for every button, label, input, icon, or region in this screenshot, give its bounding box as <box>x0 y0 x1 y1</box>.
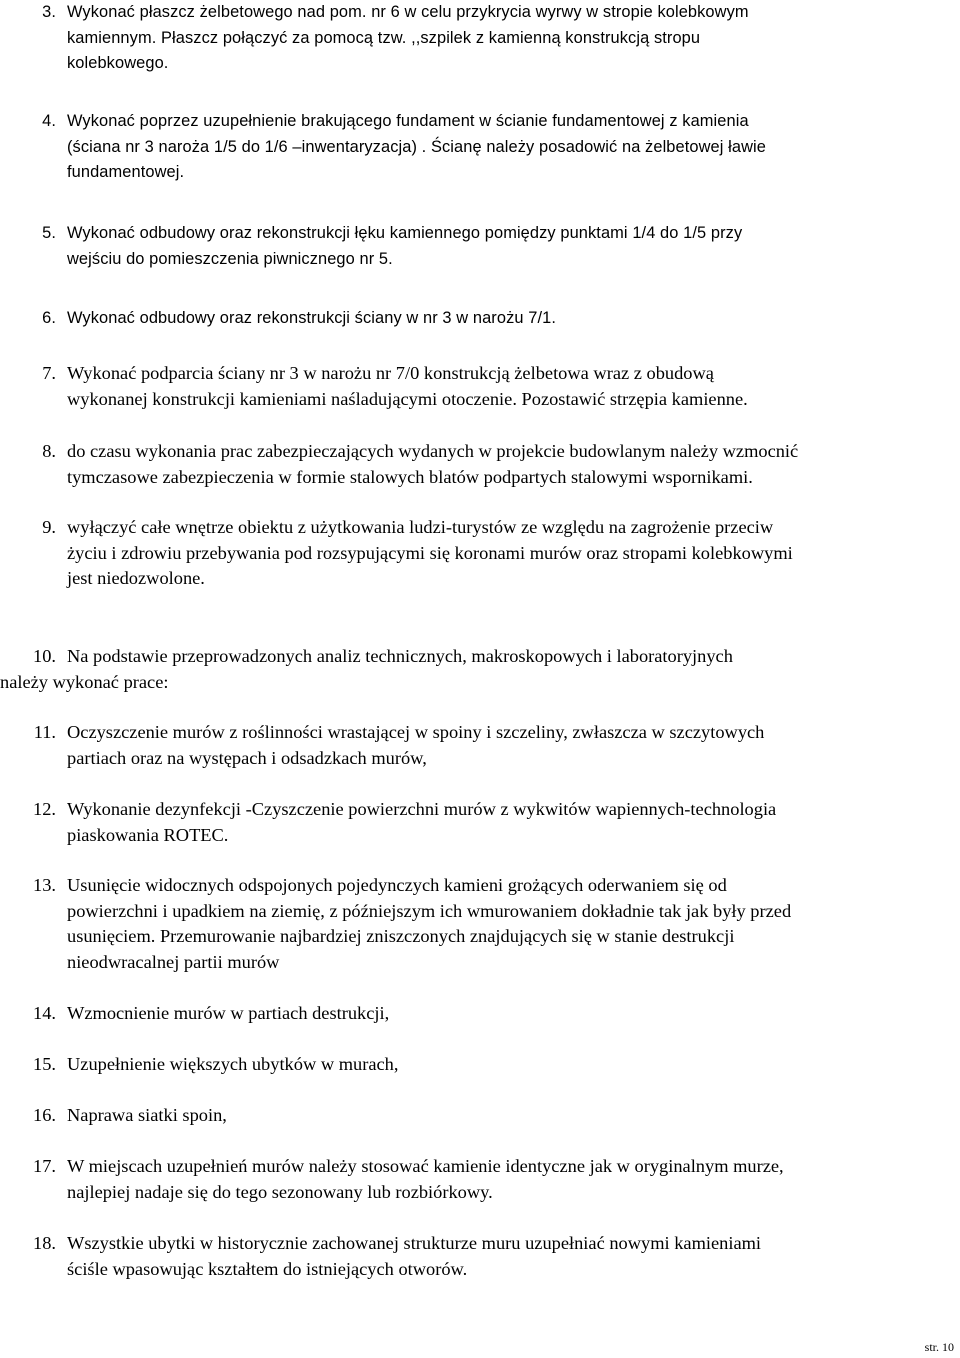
text-line: wyłączyć całe wnętrze obiektu z użytkowania ludzi-turystów ze względu na zagrożenie przeciw <box>67 517 774 537</box>
list-item-text <box>67 644 956 670</box>
list-item-text <box>67 1103 956 1129</box>
list-item-number: 12. <box>33 799 56 819</box>
list-item-number: 17. <box>33 1156 56 1176</box>
list-item-text <box>67 439 956 490</box>
page-number: str. 10 <box>924 1340 954 1354</box>
text-line: Oczyszczenie murów z roślinności wrastającej w spoiny i szczeliny, zwłaszcza w szczytowych <box>67 722 765 742</box>
list-item-text <box>67 1231 956 1282</box>
list-item-text <box>67 306 956 332</box>
text-line: tymczasowe zabezpieczenia w formie stalowych blatów podpartych stalowymi wspornikami. <box>67 466 753 487</box>
text-line: Wykonać podparcia ściany nr 3 w narożu nr 7/0 konstrukcją żelbetowa wraz z obudową <box>67 363 714 383</box>
text-line: (ściana nr 3 naroża 1/5 do 1/6 –inwentaryzacja) . Ścianę należy posadowić na żelbetowej ławie <box>67 137 767 156</box>
text-line: Usunięcie widocznych odspojonych pojedynczych kamieni grożących oderwaniem się od <box>67 875 727 895</box>
text-line: partiach oraz na występach i odsadzkach murów, <box>67 747 427 768</box>
text-line: najlepiej nadaje się do tego sezonowany lub rozbiórkowy. <box>67 1181 493 1202</box>
list-item-text <box>67 221 956 272</box>
list-item-number: 15. <box>33 1054 56 1074</box>
list-item-text <box>67 0 956 77</box>
list-item-number: 14. <box>33 1003 56 1023</box>
text-line: Uzupełnienie większych ubytków w murach, <box>67 1054 399 1074</box>
text-line: Wykonać płaszcz żelbetowego nad pom. nr 6 w celu przykrycia wyrwy w stropie kolebkowym <box>67 3 749 21</box>
text-line: Wykonanie dezynfekcji -Czyszczenie powierzchni murów z wykwitów wapiennych-technologia <box>67 799 777 819</box>
list-item-text <box>67 797 956 848</box>
text-line: Na podstawie przeprowadzonych analiz technicznych, makroskopowych i laboratoryjnych <box>67 646 733 666</box>
list-item-text <box>67 873 956 976</box>
text-line: wykonanej konstrukcji kamieniami naśladującymi otoczenie. Pozostawić strzępia kamienne. <box>67 388 748 409</box>
text-line: piaskowania ROTEC. <box>67 824 229 845</box>
text-line: W miejscach uzupełnień murów należy stosować kamienie identyczne jak w oryginalnym murze, <box>67 1156 784 1176</box>
text-line: nieodwracalnej partii murów <box>67 952 280 973</box>
text-line: wejściu do pomieszczenia piwnicznego nr 5. <box>67 249 393 268</box>
list-item-number: 13. <box>33 875 56 895</box>
text-line: Wykonać poprzez uzupełnienie brakującego fundament w ścianie fundamentowej z kamienia <box>67 112 749 130</box>
list-item-number: 4. <box>42 112 56 130</box>
list-item-number: 16. <box>33 1105 56 1125</box>
list-item-number: 9. <box>42 517 56 537</box>
text-line: życiu i zdrowiu przebywania pod rozsypującymi się koronami murów oraz stropami kolebkowymi <box>67 542 793 563</box>
text-line: do czasu wykonania prac zabezpieczających wydanych w projekcie budowlanym należy wzmocnić <box>67 441 799 461</box>
text-line: powierzchni i upadkiem na ziemię, z późniejszym ich wmurowaniem dokładnie tak jak były przed <box>67 900 792 921</box>
list-item-number: 18. <box>33 1233 56 1253</box>
text-line: fundamentowej. <box>67 163 185 182</box>
list-item-number: 8. <box>42 441 56 461</box>
list-item-text <box>67 720 956 771</box>
hanging-line: należy wykonać prace: <box>0 671 169 692</box>
list-item-number: 3. <box>42 3 56 21</box>
text-line: ściśle wpasowując kształtem do istniejących otworów. <box>67 1258 468 1279</box>
text-line: Wykonać odbudowy oraz rekonstrukcji łęku kamiennego pomiędzy punktami 1/4 do 1/5 przy <box>67 224 743 242</box>
text-line: kamiennym. Płaszcz połączyć za pomocą tzw. ,,szpilek z kamienną konstrukcją stropu <box>67 28 701 47</box>
text-line: Wszystkie ubytki w historycznie zachowanej strukturze muru uzupełniać nowymi kamieniami <box>67 1233 762 1253</box>
list-item-text <box>67 1001 956 1027</box>
list-item-number: 6. <box>42 309 56 327</box>
list-item-text <box>67 109 956 186</box>
list-item-text <box>67 361 956 412</box>
text-line: kolebkowego. <box>67 54 169 73</box>
list-item-number: 11. <box>33 722 56 742</box>
list-item-number: 7. <box>42 363 56 383</box>
text-line: jest niedozwolone. <box>67 568 205 589</box>
list-item-number: 5. <box>42 224 56 242</box>
text-line: Naprawa siatki spoin, <box>67 1105 227 1125</box>
list-item-text <box>67 515 956 592</box>
list-item-text <box>67 1052 956 1078</box>
list-item-text <box>67 1154 956 1205</box>
text-line: usunięciem. Przemurowanie najbardziej zniszczonych znajdujących się w stanie destrukcji <box>67 926 735 947</box>
text-line: Wzmocnienie murów w partiach destrukcji, <box>67 1003 390 1023</box>
list-item-number: 10. <box>33 646 56 666</box>
text-line: Wykonać odbudowy oraz rekonstrukcji ściany w nr 3 w narożu 7/1. <box>67 309 556 327</box>
